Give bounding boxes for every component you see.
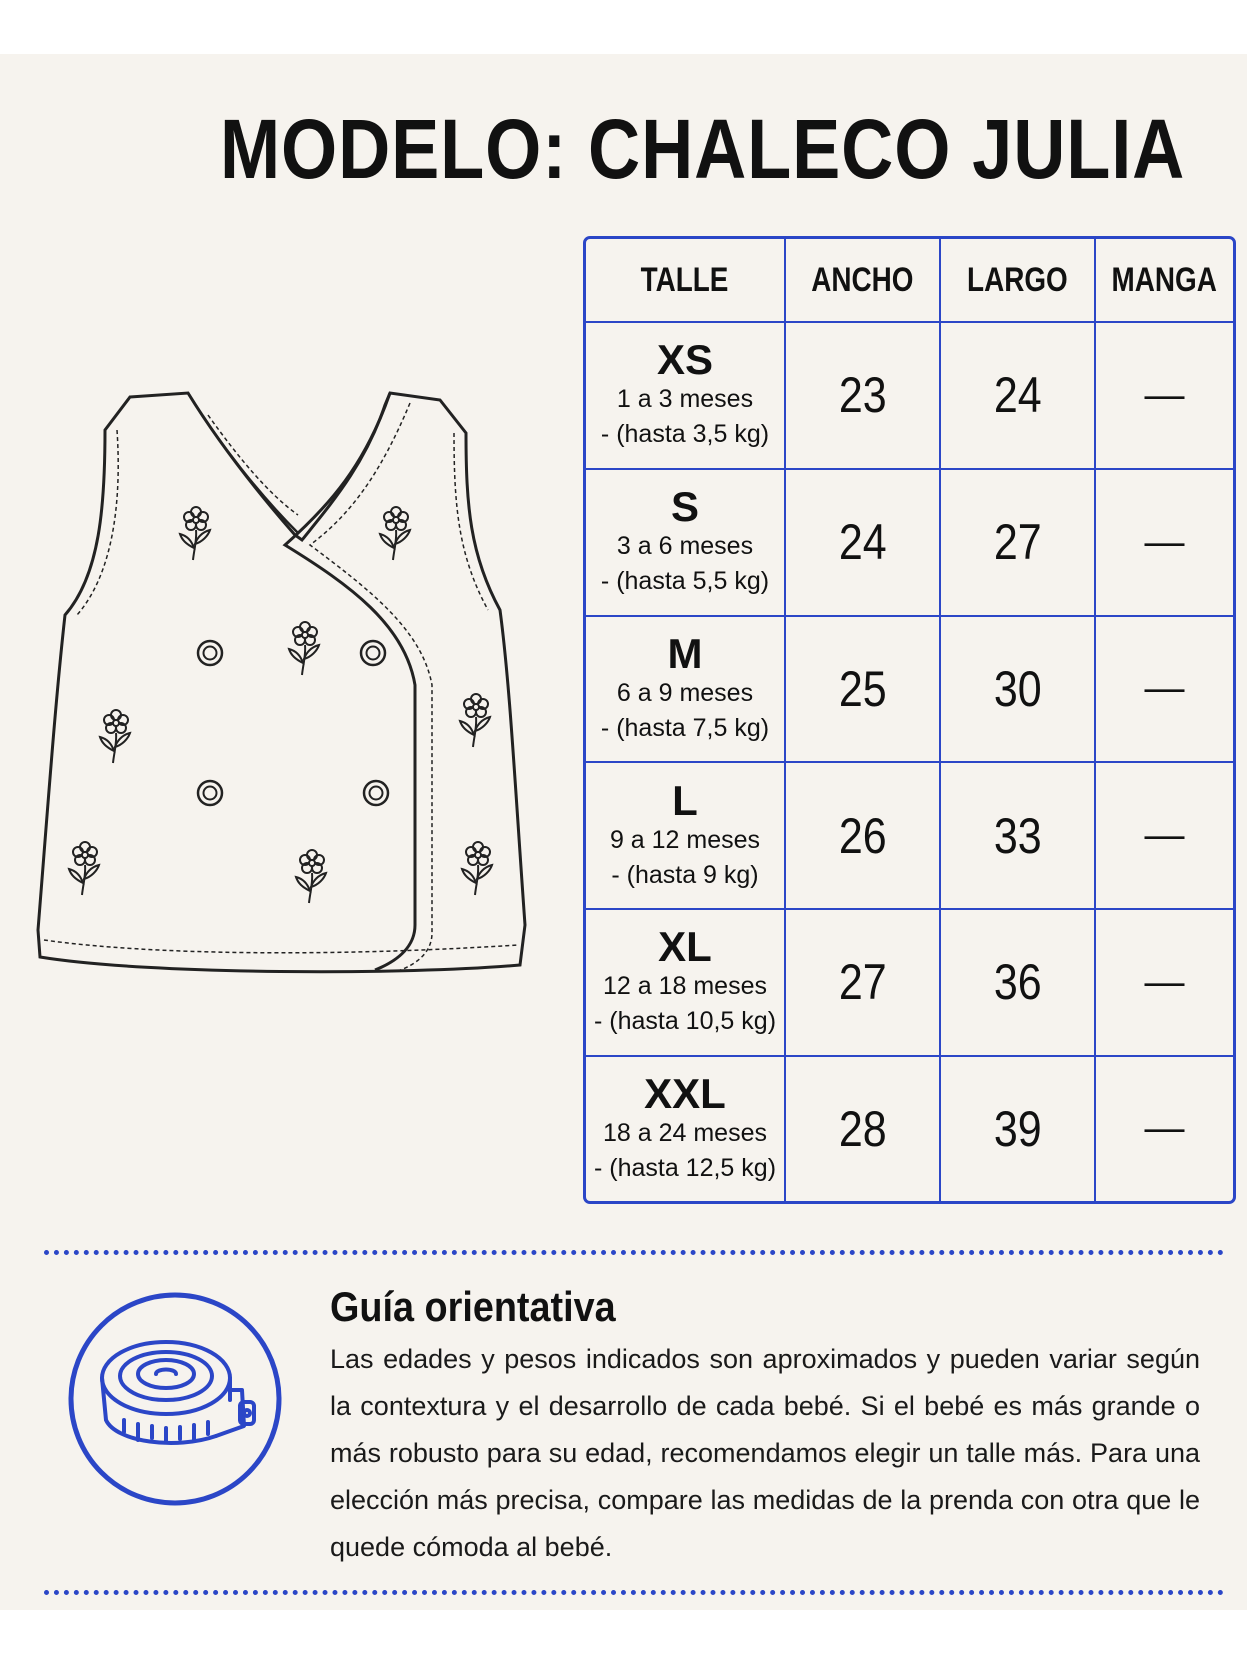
size-weight: - (hasta 9 kg) [611, 860, 759, 889]
size-cell [586, 1057, 786, 1201]
largo-value: 33 [941, 763, 1096, 910]
ancho-value: 26 [786, 763, 941, 910]
manga-value: — [1096, 763, 1233, 910]
manga-value: — [1144, 1106, 1185, 1151]
header-talle: TALLE [586, 239, 786, 323]
header-ancho: ANCHO [786, 239, 941, 323]
size-months: 1 a 3 meses [616, 385, 754, 414]
manga-value: — [1096, 470, 1233, 617]
largo-value: 36 [941, 910, 1096, 1057]
size-weight: - (hasta 7,5 kg) [600, 713, 770, 742]
table-row [586, 763, 1233, 910]
size-name: L [672, 776, 698, 824]
header-largo: LARGO [941, 239, 1096, 323]
table-header-row [586, 239, 1233, 323]
table-row [586, 1057, 1233, 1201]
size-cell [586, 617, 786, 764]
size-table [583, 236, 1236, 1204]
largo-value: 27 [941, 470, 1096, 617]
page-title: MODELO: CHALECO JULIA [220, 102, 1186, 196]
size-name: XL [658, 923, 712, 971]
size-cell [586, 763, 786, 910]
manga-value: — [1096, 323, 1233, 470]
vest-illustration-icon [30, 385, 565, 1035]
ancho-value: 23 [786, 323, 941, 470]
largo-value: 30 [941, 617, 1096, 764]
ancho-value: 25 [786, 617, 941, 764]
size-months: 3 a 6 meses [616, 532, 754, 561]
size-cell [586, 323, 786, 470]
largo-value: 39 [941, 1057, 1096, 1201]
ancho-value: 24 [786, 470, 941, 617]
header-manga: MANGA [1096, 239, 1233, 323]
ancho-value: 27 [786, 910, 941, 1057]
size-name: M [667, 629, 703, 677]
size-weight: - (hasta 10,5 kg) [593, 1007, 777, 1036]
size-months: 18 a 24 meses [603, 1118, 767, 1147]
manga-value: — [1096, 910, 1233, 1057]
largo-value: 24 [941, 323, 1096, 470]
dotted-divider-bottom [44, 1590, 1224, 1595]
size-months: 12 a 18 meses [603, 972, 767, 1001]
size-weight: - (hasta 3,5 kg) [600, 420, 770, 449]
guide-title: Guía orientativa [330, 1283, 616, 1330]
size-name: XXL [644, 1069, 726, 1117]
size-weight: - (hasta 5,5 kg) [600, 567, 770, 596]
ancho-value: 28 [786, 1057, 941, 1201]
table-row [586, 617, 1233, 764]
table-row [586, 470, 1233, 617]
size-cell [586, 910, 786, 1057]
guide-text: Las edades y pesos indicados son aproximados y pueden variar según la contextura y el desarrollo de cada bebé. Si el bebé es más grande o más robusto para su edad, recomendamos elegir un talle más. Para una elección más precisa, compare las medidas de la prenda con otra que le quede cómoda al bebé. [330, 1344, 1200, 1562]
table-row [586, 323, 1233, 470]
size-name: XS [656, 336, 714, 384]
size-months: 6 a 9 meses [616, 678, 754, 707]
size-weight: - (hasta 12,5 kg) [593, 1153, 777, 1182]
dotted-divider-top [44, 1250, 1224, 1255]
manga-value: — [1096, 617, 1233, 764]
size-months: 9 a 12 meses [609, 825, 761, 854]
table-row [586, 910, 1233, 1057]
size-name: S [670, 483, 699, 531]
size-cell [586, 470, 786, 617]
measuring-tape-icon [66, 1290, 284, 1508]
